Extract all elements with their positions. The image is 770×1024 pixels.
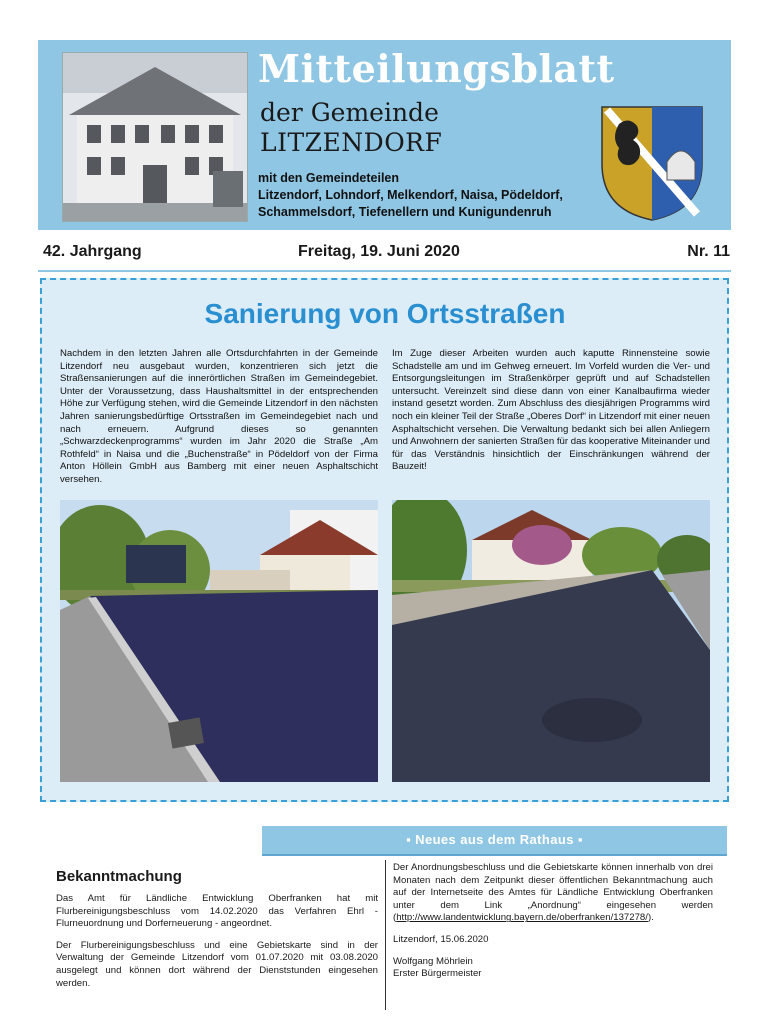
road-photo-left (60, 500, 378, 782)
notice-paragraph: Das Amt für Ländliche Entwicklung Oberfranken hat mit Flurbereinigungsbeschluss vom 14.02.2020 das Verfahren Ehrl - Flurneuordnung und Dorferneuerung - angeordnet. (56, 893, 378, 930)
notice-paragraph (393, 862, 713, 925)
masthead-title: Mitteilungsblatt (258, 46, 615, 91)
issue-number: Nr. 11 (687, 243, 730, 260)
coat-of-arms-icon (597, 102, 707, 224)
anordnung-link[interactable]: http://www.landentwicklung.bayern.de/oberfranken/137278/ (396, 912, 648, 924)
link-close: ). (647, 912, 654, 924)
districts-line: Litzendorf, Lohndorf, Melkendorf, Naisa, Pödeldorf, (258, 188, 563, 202)
municipality-name: LITZENDORF (260, 128, 443, 157)
road-photo-right (392, 500, 710, 782)
feature-text-left: Nachdem in den letzten Jahren alle Ortsdurchfahrten in der Gemeinde Litzendorf neu ausgebaut wurden, konzentrieren sich jetzt die Straßensanierungen auf die innerörtlichen Straßen im Gemeindegebiet. Unter der Voraussetzung, dass Haushaltsmittel in der entsprechenden Höhe zur Verfügung stehen, wird die Gemeinde Litzendorf in den nächsten Jahren sanierungsbedürftige Ortsstraßen im Gemeindegebiet nach und nach erneuern. Aufgrund dieses so genannten „Schwarzdeckenprogramms“ wurden im Jahr 2020 die Straße „Am Rothfeld“ in Naisa und die „Buchenstraße“ in Pödeldorf von der Firma Anton Höllein GmbH aus Bamberg mit einer neuen Asphaltschicht versehen. (60, 348, 378, 485)
masthead-subtitle: der Gemeinde (260, 98, 439, 127)
districts-line: Schammelsdorf, Tiefenellern und Kunigundenruh (258, 205, 552, 219)
column-divider (385, 860, 386, 1010)
notice-title: Bekanntmachung (56, 868, 182, 885)
section-banner (262, 826, 727, 856)
signer-name: Wolfgang Möhrlein (393, 955, 473, 967)
volume-label: 42. Jahrgang (43, 243, 142, 260)
header-rule (38, 270, 731, 272)
issue-info-row (40, 243, 732, 263)
section-banner-label: ▪ Neues aus dem Rathaus ▪ (406, 832, 583, 847)
feature-text-right: Im Zuge dieser Arbeiten wurden auch kaputte Rinnensteine sowie Schadstelle am und im Gehweg erneuert. Im Vorfeld wurden die Ver- und Entsorgungsleitungen im Straßenkörper geprüft und auf Schadstellen untersucht. Vereinzelt sind diese dann von einer Kanalbaufirma wieder instand gesetzt worden. Zum Abschluss des diesjährigen Programms wird noch ein kleiner Teil der Straße „Oberes Dorf“ in Litzendorf mit einer neuen Asphaltschicht versehen. Die Verwaltung bedankt sich bei allen Anliegern und Anwohnern der sanierten Straßen für das kooperative Miteinander und für das Verständnis hinsichtlich der Einschränkungen während der Bauzeit! (392, 348, 710, 473)
issue-date: Freitag, 19. Juni 2020 (298, 243, 460, 260)
feature-title: Sanierung von Ortsstraßen (204, 298, 566, 329)
districts-intro: mit den Gemeindeteilen (258, 171, 400, 185)
notice-left-column (56, 893, 378, 999)
signer-title: Erster Bürgermeister (393, 968, 482, 980)
notice-paragraph: Der Flurbereinigungsbeschluss und eine Gebietskarte sind in der Verwaltung der Gemeinde Litzendorf vom 01.07.2020 mit 03.08.2020 ausgelegt und können dort während der Dienststunden eingesehen werden. (56, 939, 378, 989)
notice-paragraph-text: Der Anordnungsbeschluss und die Gebietskarte können innerhalb von drei Monaten nach dem Zeitpunkt dieser öffentlichen Bekanntmachung auch auf der Internetseite des Amtes für Ländliche Entwicklung Oberfranken unter dem Link „Anordnung“ eingesehen werden (393, 862, 713, 911)
notice-right-column (393, 862, 713, 981)
town-hall-photo (62, 52, 248, 222)
place-date: Litzendorf, 15.06.2020 (393, 933, 489, 945)
districts-list (258, 170, 563, 221)
link-open: ( (393, 912, 397, 924)
